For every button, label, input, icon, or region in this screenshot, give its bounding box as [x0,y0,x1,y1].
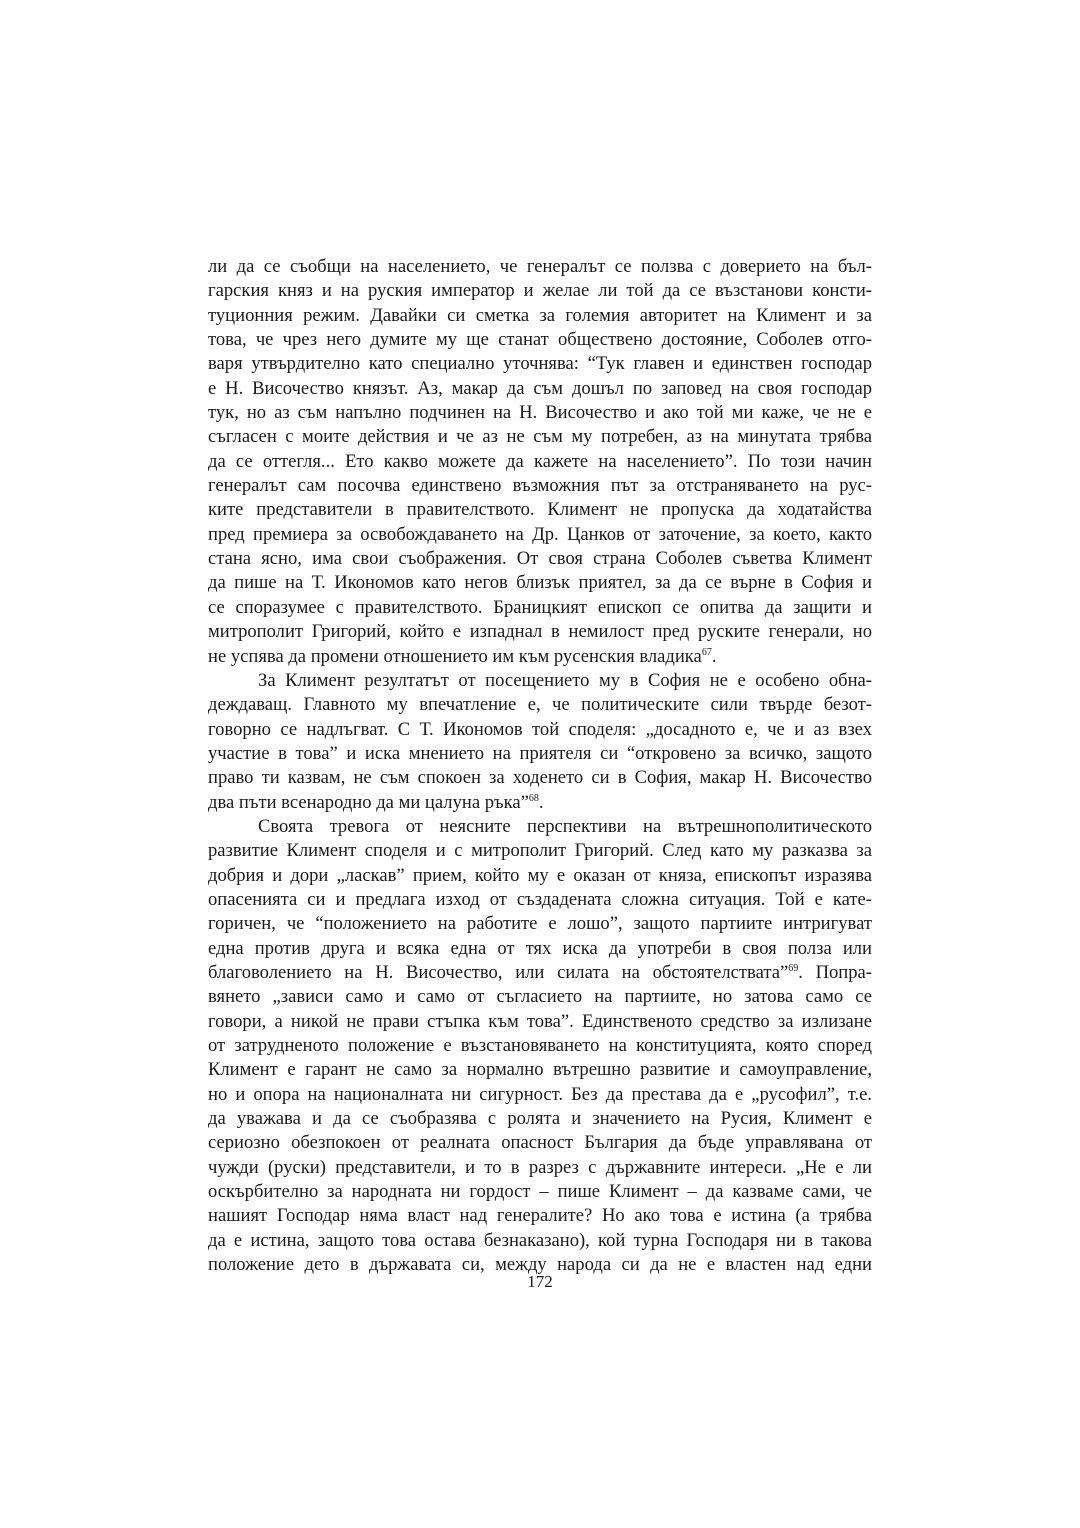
text-line: горичен, че “положението на работите е лошо”, защото партиите интригуват [208,913,872,935]
line-tail: . [711,645,717,667]
text-line: стана ясно, има свои съображения. От своя страна Соболев съветва Климент [208,548,872,570]
text-line: ките представители в правителството. Климент не пропуска да ходатайства [208,499,872,521]
line-tail: . Попра- [798,961,872,983]
text-line-content: благоволението на Н. Височество, или силата на обстоятелствата” [208,961,789,983]
text-line: говорно се надлъгват. С Т. Икономов той споделя: „досадното е, че и аз взех [208,718,872,740]
text-line: оскърбително за народната ни гордост – пише Климент – да казваме сами, че [208,1181,872,1203]
text-line: съгласен с моите действия и че аз не съм му потребен, аз на минутата трябва [208,426,872,448]
body-text [208,255,872,1277]
paragraph-1 [208,255,872,669]
text-line: да се оттегля... Ето какво можете да кажете на населението”. По този начин [208,450,872,472]
footnote-marker: 67 [701,646,712,658]
text-line: да е истина, защото това остава безнаказано), кой турна Господаря ни в такова [208,1229,872,1251]
text-line: от затрудненото положение е възстановяването на конституцията, която според [208,1035,872,1056]
text-line: туционния режим. Давайки си сметка за големия авторитет на Климент и за [208,304,872,326]
text-line: митрополит Григорий, който е изпаднал в немилост пред руските генерали, но [208,621,872,643]
text-line: нашият Господар няма власт над генералите? Но ако това е истина (а трябва [208,1205,872,1227]
text-line: сериозно обезпокоен от реалната опасност България да бъде управлявана от [208,1132,872,1154]
text-line: опасенията си и предлага изход от създадената сложна ситуация. Той е кате- [208,888,872,910]
text-line-content: два пъти всенародно да ми цалуна ръка” [208,791,529,813]
text-line: чужди (руски) представители, и то в разрез с държавните интереси. „Не е ли [208,1156,872,1178]
text-line: вянето „зависи само и само от съгласието на партиите, но затова само се [208,986,872,1008]
text-line: ли да се съобщи на населението, че генералът се ползва с доверието на бъл- [208,256,872,277]
text-line: положение дето в държавата си, между народа си да не е властен над едни [208,1254,872,1276]
text-line: развитие Климент споделя и с митрополит Григорий. След като му разказва за [208,840,872,862]
line-tail: . [538,791,544,813]
text-line: тук, но аз съм напълно подчинен на Н. Височество и ако той ми каже, че не е [208,402,872,424]
text-line: пред премиера за освобождаването на Др. Цанков от заточение, за което, както [208,523,872,545]
text-line: да уважава и да се съобразява с ролята и значението на Русия, Климент е [208,1108,872,1130]
paragraph-3 [208,815,872,1278]
text-line: право ти казвам, не съм спокоен за ходенето си в София, макар Н. Височество [208,767,872,789]
text-line: да пише на Т. Икономов като негов близък приятел, за да се върне в София и [208,572,872,594]
text-line-content: не успява да промени отношението им към русенския владика [208,645,702,667]
text-line: участие в това” и иска мнението на приятеля си “откровено за всичко, защото [208,742,872,764]
text-line: Климент е гарант не само за нормално вътрешно развитие и самоуправление, [208,1059,872,1081]
text-line: говори, а никой не прави стъпка към това”. Единственото средство за излизане [208,1010,872,1032]
text-line: това, че чрез него думите му ще станат обществено достояние, Соболев отго- [208,329,872,351]
text-line: деждаващ. Главното му впечатление е, че политическите сили твърде безот- [208,694,872,716]
text-line: една против друга и всяка една от тях иска да употреби в своя полза или [208,937,872,959]
text-line [208,961,872,985]
text-line [208,645,872,669]
text-line: варя утвърдително като специално уточнява: “Тук главен и единствен господар [208,353,872,375]
paragraph-2 [208,669,872,815]
page-number: 172 [527,1272,553,1291]
text-line: гарския княз и на руския император и желае ли той да се възстанови консти- [208,280,872,302]
footnote-marker: 68 [528,792,539,804]
footnote-marker: 69 [788,962,799,974]
text-line: За Климент резултатът от посещението му в София не е особено обна- [258,669,872,691]
text-line [208,791,872,815]
text-line: генералът сам посочва единствено възможния път за отстраняването на рус- [208,475,872,497]
text-line: е Н. Височество князът. Аз, макар да съм дошъл по заповед на своя господар [208,377,872,399]
text-line: Своята тревога от неясните перспективи на вътрешнополитическото [258,815,872,837]
text-line: се споразумее с правителството. Браницкият епископ се опитва да защити и [208,596,872,618]
text-line: добрия и дори „ласкав” прием, който му е оказан от княза, епископът изразява [208,864,872,886]
text-line: но и опора на националната ни сигурност. Без да престава да е „русофил”, т.е. [208,1083,872,1105]
